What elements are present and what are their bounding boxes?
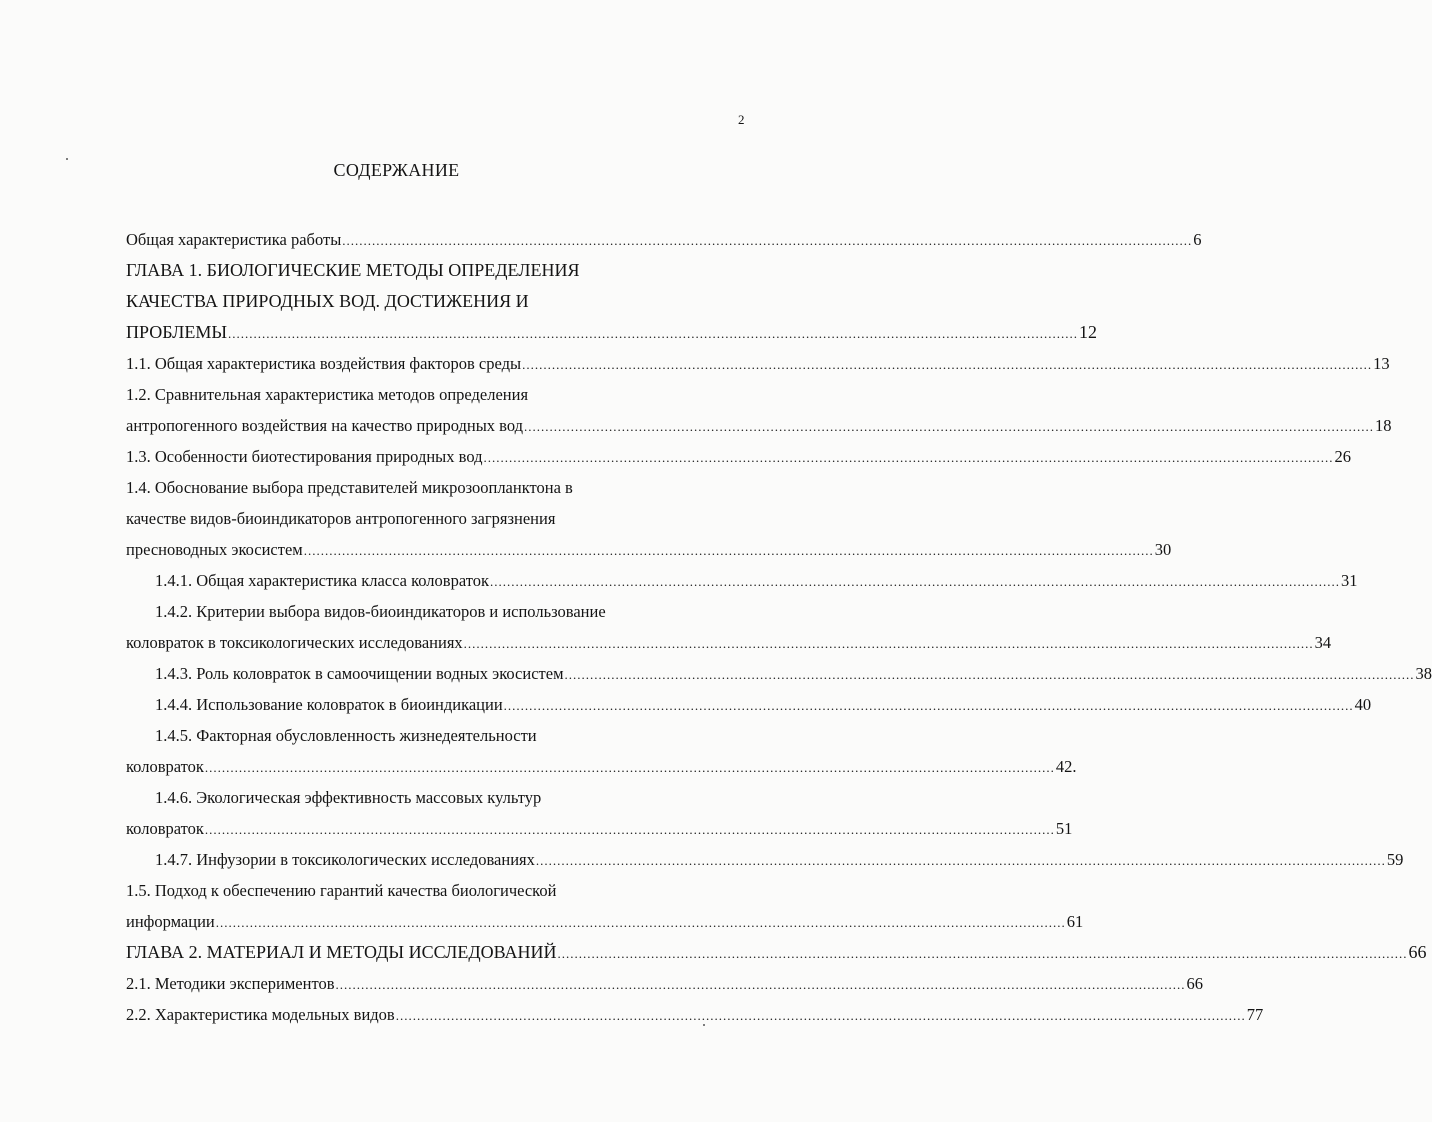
dot-leader: ........................................................................................................................................................................................................	[483, 450, 1334, 465]
page-number: 2	[738, 112, 745, 127]
toc-entry-1-2-line-1	[126, 379, 712, 410]
toc-page-number: 13	[1373, 354, 1390, 373]
toc-entry-text: КАЧЕСТВА ПРИРОДНЫХ ВОД. ДОСТИЖЕНИЯ И	[126, 291, 529, 311]
toc-page-number: 40	[1354, 695, 1372, 714]
toc-entry-text: антропогенного воздействия на качество природных вод	[126, 416, 524, 435]
dot-leader: ........................................................................................................................................................................................................	[522, 357, 1373, 372]
toc-entry-1-3	[126, 441, 1351, 472]
toc-page-number: 12	[1079, 322, 1098, 342]
toc-page-number: 18	[1375, 416, 1392, 435]
toc-entry-text: ГЛАВА 1. БИОЛОГИЧЕСКИЕ МЕТОДЫ ОПРЕДЕЛЕНИЯ	[126, 260, 580, 280]
toc-entry-1-4-6-line-2	[126, 813, 1073, 844]
toc-entry-text: 1.4.3. Роль коловраток в самоочищении водных экосистем	[155, 664, 564, 683]
toc-chapter-2	[126, 937, 1427, 968]
toc-entry-1-4-3	[126, 658, 1432, 689]
scan-speck	[66, 158, 68, 160]
toc-page-number: 66	[1408, 942, 1427, 962]
toc-entry-text: 1.2. Сравнительная характеристика методов определения	[126, 385, 529, 404]
toc-chapter-1-line-1	[126, 255, 712, 286]
toc-entry-1-1	[126, 348, 1390, 379]
toc-entry-1-2-line-2	[126, 410, 1392, 441]
toc-entry-text: 1.3. Особенности биотестирования природных вод	[126, 447, 483, 466]
toc-entry-text: ГЛАВА 2. МАТЕРИАЛ И МЕТОДЫ ИССЛЕДОВАНИЙ	[126, 942, 557, 962]
toc-entry-text: коловраток	[126, 819, 204, 838]
toc-entry-text: 2.1. Методики экспериментов	[126, 974, 335, 993]
dot-leader: ........................................................................................................................................................................................................	[303, 543, 1154, 558]
dot-leader: ........................................................................................................................................................................................................	[524, 419, 1375, 434]
toc-entry-1-4-line-3	[126, 534, 1172, 565]
dot-leader: ........................................................................................................................................................................................................	[204, 760, 1055, 775]
toc-entry-text: 1.4. Обоснование выбора представителей микрозоопланктона в	[126, 478, 573, 497]
toc-entry-text: 1.4.5. Факторная обусловленность жизнедеятельности	[155, 726, 537, 745]
toc-page-number: 51	[1055, 819, 1073, 838]
toc-entry-general	[126, 224, 1202, 255]
dot-leader: ........................................................................................................................................................................................................	[557, 946, 1408, 961]
toc-entry-1-4-line-1	[126, 472, 712, 503]
toc-entry-1-4-7	[126, 844, 1404, 875]
toc-page-number: 66	[1186, 974, 1203, 993]
dot-leader: ........................................................................................................................................................................................................	[490, 574, 1340, 589]
table-of-contents	[126, 224, 1432, 1030]
toc-entry-text: информации	[126, 912, 215, 931]
dot-leader: ........................................................................................................................................................................................................	[342, 233, 1193, 248]
toc-entry-1-5-line-1	[126, 875, 712, 906]
toc-page-number: 59	[1386, 850, 1404, 869]
toc-entry-1-4-5-line-1	[126, 720, 712, 751]
dot-leader: ........................................................................................................................................................................................................	[335, 977, 1186, 992]
toc-chapter-1-line-2	[126, 286, 712, 317]
toc-entry-text: коловраток	[126, 757, 204, 776]
toc-entry-text: коловраток в токсикологических исследованиях	[126, 633, 463, 652]
toc-page-number: 61	[1066, 912, 1084, 931]
toc-page-number: 26	[1334, 447, 1351, 466]
toc-entry-1-4-2-line-2	[126, 627, 1332, 658]
toc-entry-text: 1.4.1. Общая характеристика класса коловраток	[155, 571, 489, 590]
dot-leader: ........................................................................................................................................................................................................	[215, 915, 1066, 930]
toc-entry-1-4-2-line-1	[126, 596, 712, 627]
toc-chapter-1-line-3	[126, 317, 1098, 348]
toc-entry-text: 1.1. Общая характеристика воздействия факторов среды	[126, 354, 522, 373]
toc-entry-2-1	[126, 968, 1203, 999]
toc-entry-text: 1.4.7. Инфузории в токсикологических исследованиях	[155, 850, 535, 869]
toc-entry-text: ПРОБЛЕМЫ	[126, 322, 228, 342]
toc-page-number: 31	[1341, 571, 1358, 590]
dot-leader: ........................................................................................................................................................................................................	[204, 822, 1055, 837]
dot-leader: ........................................................................................................................................................................................................	[228, 326, 1079, 341]
toc-entry-1-4-line-2	[126, 503, 712, 534]
toc-entry-text: пресноводных экосистем	[126, 540, 303, 559]
toc-entry-1-4-1	[126, 565, 1358, 596]
toc-entry-1-5-line-2	[126, 906, 1084, 937]
page-title: СОДЕРЖАНИЕ	[333, 160, 460, 180]
toc-entry-text: качестве видов-биоиндикаторов антропогенного загрязнения	[126, 509, 556, 528]
toc-entry-1-4-6-line-1	[126, 782, 712, 813]
toc-entry-text: 1.4.2. Критерии выбора видов-биоиндикаторов и использование	[155, 602, 606, 621]
dot-leader: ........................................................................................................................................................................................................	[503, 698, 1354, 713]
scan-speck	[703, 1024, 705, 1026]
toc-page-number: 30	[1154, 540, 1172, 559]
dot-leader: ........................................................................................................................................................................................................	[395, 1008, 1246, 1023]
toc-entry-text: Общая характеристика работы	[126, 230, 342, 249]
dot-leader: ........................................................................................................................................................................................................	[535, 853, 1386, 868]
toc-page-number: 34	[1314, 633, 1332, 652]
dot-leader: ........................................................................................................................................................................................................	[463, 636, 1314, 651]
toc-entry-text: 2.2. Характеристика модельных видов	[126, 1005, 395, 1024]
toc-entry-1-4-4	[126, 689, 1372, 720]
toc-entry-text: 1.4.4. Использование коловраток в биоиндикации	[155, 695, 503, 714]
toc-entry-text: 1.5. Подход к обеспечению гарантий качества биологической	[126, 881, 557, 900]
dot-leader: ........................................................................................................................................................................................................	[564, 667, 1415, 682]
toc-page-number: 38	[1415, 664, 1432, 683]
toc-page-number: 6	[1193, 230, 1202, 249]
toc-page-number: 42.	[1055, 757, 1077, 776]
toc-entry-1-4-5-line-2	[126, 751, 1077, 782]
toc-page-number: 77	[1246, 1005, 1264, 1024]
toc-entry-text: 1.4.6. Экологическая эффективность массовых культур	[155, 788, 542, 807]
toc-entry-2-2	[126, 999, 1264, 1030]
